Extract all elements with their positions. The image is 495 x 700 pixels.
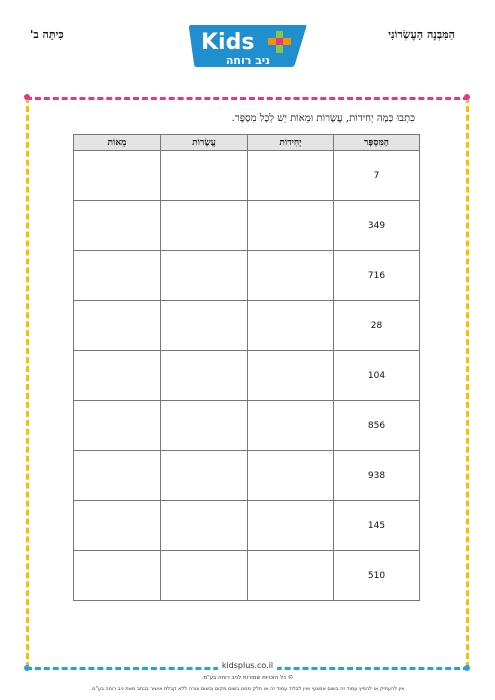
tens-answer-cell[interactable] (161, 501, 248, 551)
header-number: הַמִּסְפָּר (334, 135, 420, 151)
units-answer-cell[interactable] (248, 201, 334, 251)
hundreds-answer-cell[interactable] (74, 351, 161, 401)
corner-dot (464, 94, 470, 100)
number-cell: 28 (334, 301, 420, 351)
frame-left-border (26, 97, 29, 668)
place-value-table (73, 134, 420, 601)
number-cell: 938 (334, 451, 420, 501)
units-answer-cell[interactable] (248, 451, 334, 501)
table-row (74, 251, 420, 301)
footer-notice: אין להעתיק או להפיץ עמוד זה בשום אמצעי ואין לבלוד עמוד זה או חלק ממנו בשום מקום ובשום צורה ללא קבלת אישור בכתב מאת ניב רוחה בע"מ. (90, 686, 405, 692)
units-answer-cell[interactable] (248, 151, 334, 201)
table-row (74, 151, 420, 201)
table-header-row (74, 135, 420, 151)
units-answer-cell[interactable] (248, 251, 334, 301)
tens-answer-cell[interactable] (161, 201, 248, 251)
frame-top-border (26, 97, 469, 100)
table-row (74, 501, 420, 551)
header-hundreds: מֵאוֹת (74, 135, 161, 151)
tens-answer-cell[interactable] (161, 401, 248, 451)
site-url[interactable]: kidsplus.co.il (218, 661, 277, 670)
tens-answer-cell[interactable] (161, 551, 248, 601)
units-answer-cell[interactable] (248, 551, 334, 601)
footer-copyright: © כל הזכויות שמורות לניב רוחה בע"מ. (201, 675, 294, 681)
number-cell: 716 (334, 251, 420, 301)
units-answer-cell[interactable] (248, 351, 334, 401)
instruction-text: כִּתְבוּ כַּמָּה יְחִידוֹת, עֲשָׂרוֹת וּמֵאוֹת יֵשׁ לְכָל מִסְפָּר. (231, 113, 415, 124)
tens-answer-cell[interactable] (161, 151, 248, 201)
frame-right-border (466, 97, 469, 668)
hundreds-answer-cell[interactable] (74, 501, 161, 551)
hundreds-answer-cell[interactable] (74, 251, 161, 301)
topic-title: הַמִּבְנֶה הָעֶשְׂרוֹנִי (388, 28, 455, 41)
grade-label: כִּיתָּה ב' (30, 28, 64, 41)
number-cell: 349 (334, 201, 420, 251)
footer-site (0, 661, 495, 670)
number-cell: 7 (334, 151, 420, 201)
hundreds-answer-cell[interactable] (74, 301, 161, 351)
corner-dot (24, 94, 30, 100)
number-cell: 510 (334, 551, 420, 601)
logo-subtitle: ניב רוחה (225, 54, 271, 67)
hundreds-answer-cell[interactable] (74, 201, 161, 251)
hundreds-answer-cell[interactable] (74, 151, 161, 201)
tens-answer-cell[interactable] (161, 351, 248, 401)
tens-answer-cell[interactable] (161, 451, 248, 501)
header-units: יְחִידוֹת (248, 135, 334, 151)
number-cell: 104 (334, 351, 420, 401)
table-row (74, 551, 420, 601)
number-cell: 145 (334, 501, 420, 551)
hundreds-answer-cell[interactable] (74, 551, 161, 601)
table-row (74, 201, 420, 251)
units-answer-cell[interactable] (248, 501, 334, 551)
hundreds-answer-cell[interactable] (74, 401, 161, 451)
tens-answer-cell[interactable] (161, 251, 248, 301)
header-tens: עֲשָׂרוֹת (161, 135, 248, 151)
kids-plus-logo (187, 22, 309, 70)
number-cell: 856 (334, 401, 420, 451)
logo-brand-text: Kids (201, 30, 255, 55)
table-row (74, 351, 420, 401)
units-answer-cell[interactable] (248, 401, 334, 451)
table-row (74, 451, 420, 501)
table-row (74, 401, 420, 451)
hundreds-answer-cell[interactable] (74, 451, 161, 501)
units-answer-cell[interactable] (248, 301, 334, 351)
table-row (74, 301, 420, 351)
tens-answer-cell[interactable] (161, 301, 248, 351)
